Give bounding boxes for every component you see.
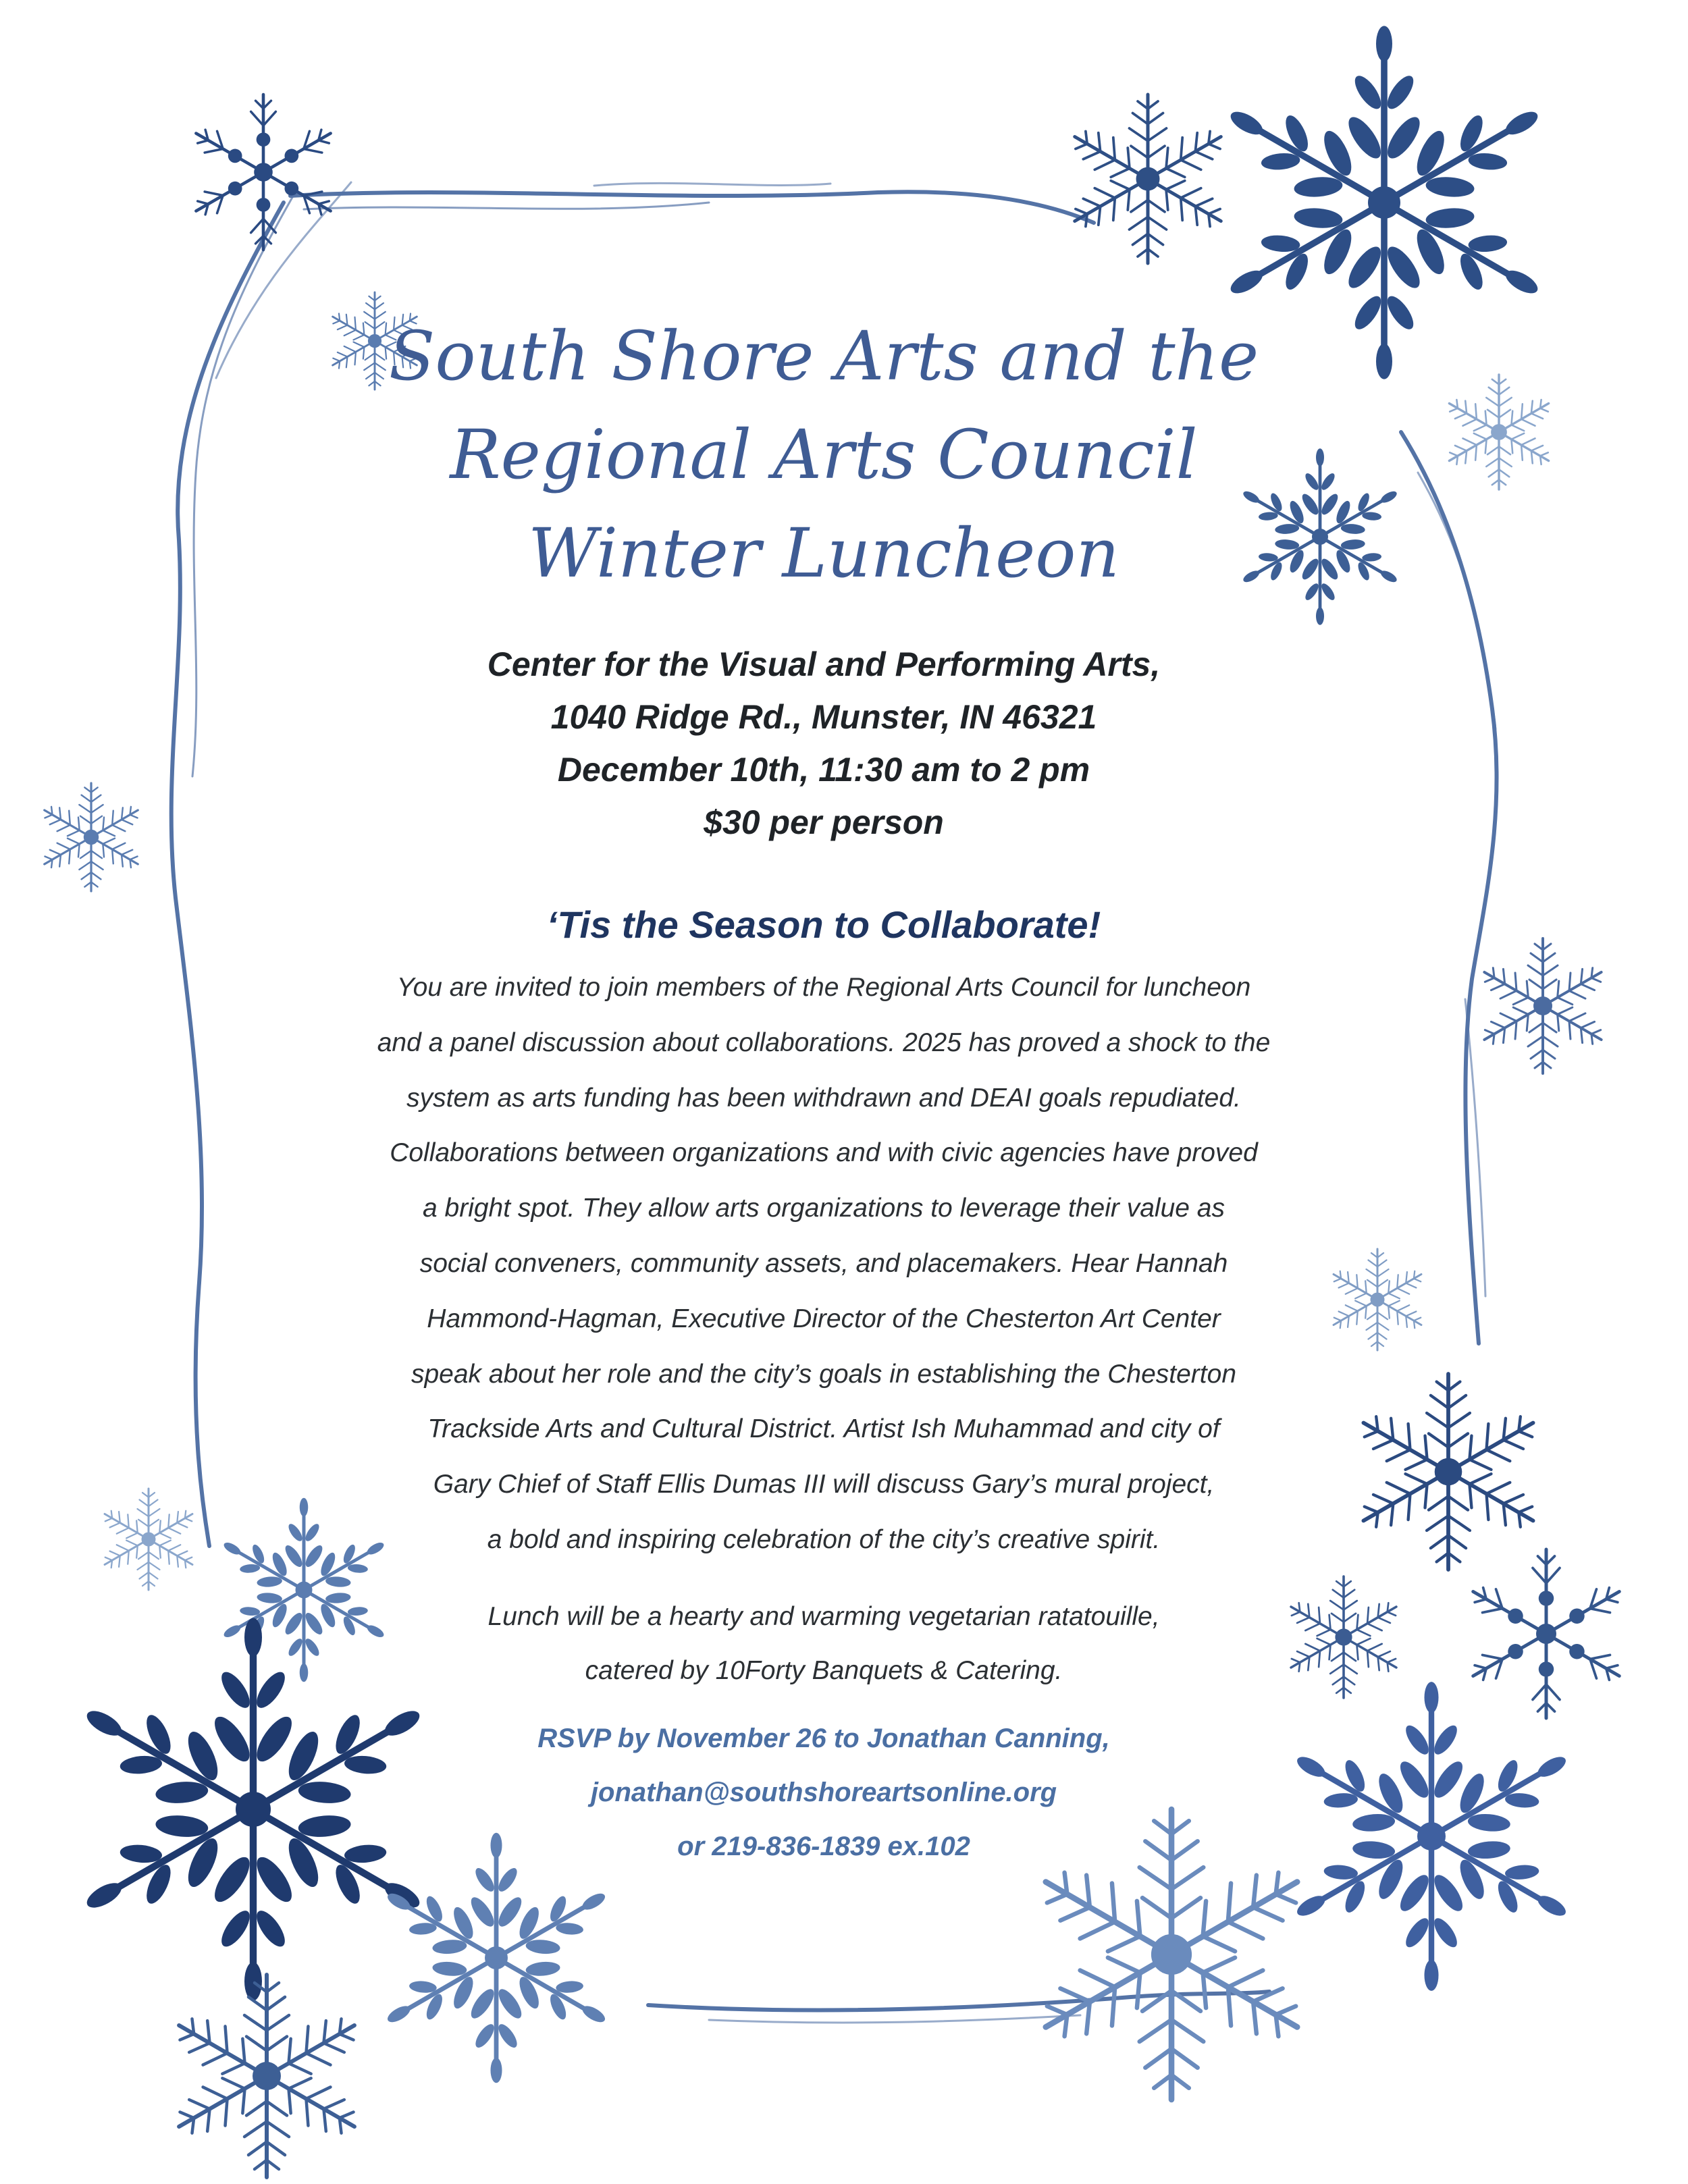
rsvp-phone: or 219-836-1839 ex.102 [677,1832,970,1861]
title-line: Winter Luncheon [528,514,1119,593]
body-line: Collaborations between organizations and with civic agencies have proved [390,1138,1258,1168]
body-line: a bright spot. They allow arts organizations to leverage their value as [423,1194,1225,1223]
body-line: Hammond-Hagman, Executive Director of the Chesterton Art Center [427,1304,1221,1333]
title-line: South Shore Arts and the [388,317,1259,396]
body-line: social conveners, community assets, and placemakers. Hear Hannah [419,1248,1228,1278]
invitation-body [297,960,1350,1568]
body-line: Trackside Arts and Cultural District. Artist Ish Muhammad and city of [427,1414,1220,1444]
date-time: December 10th, 11:30 am to 2 pm [557,751,1090,789]
price: $30 per person [704,803,944,841]
rsvp-email[interactable]: jonathan@southshoreartsonline.org [590,1778,1057,1807]
body-line: a bold and inspiring celebration of the city’s creative spirit. [487,1524,1161,1554]
rsvp-line: RSVP by November 26 to Jonathan Canning, [537,1724,1110,1753]
body-line: speak about her role and the city’s goals in establishing the Chesterton [411,1359,1237,1389]
body-line: and a panel discussion about collaborations. 2025 has proved a shock to the [377,1028,1271,1057]
event-details [378,638,1269,849]
tagline: ‘Tis the Season to Collaborate! [546,903,1101,946]
event-title [378,307,1269,603]
lunch-line: catered by 10Forty Banquets & Catering. [585,1656,1063,1685]
body-line: You are invited to join members of the Regional Arts Council for luncheon [396,973,1251,1002]
rsvp-info [378,1711,1269,1873]
body-line: system as arts funding has been withdrawn and DEAI goals repudiated. [406,1083,1241,1113]
title-line: Regional Arts Council [450,415,1198,494]
lunch-line: Lunch will be a hearty and warming vegetarian ratatouille, [487,1602,1160,1631]
address: 1040 Ridge Rd., Munster, IN 46321 [550,698,1097,736]
lunch-info [378,1590,1269,1698]
body-line: Gary Chief of Staff Ellis Dumas III will discuss Gary’s mural project, [433,1470,1215,1499]
venue: Center for the Visual and Performing Arts, [487,645,1161,683]
